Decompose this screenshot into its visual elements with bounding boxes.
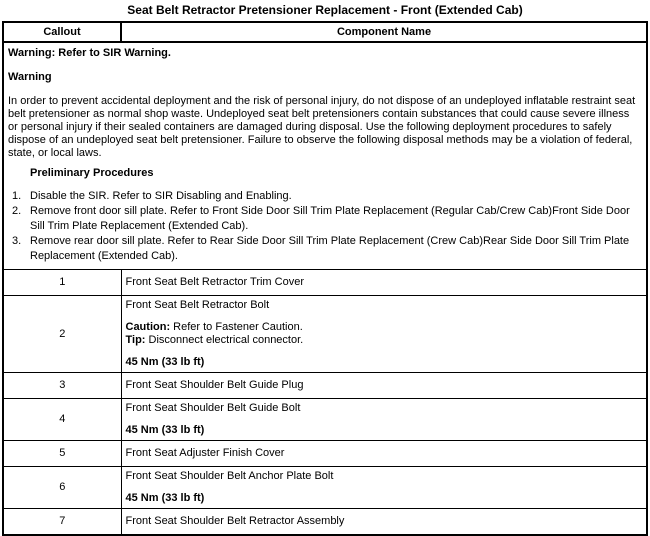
warning-heading: Warning — [8, 71, 52, 83]
component-line: Tip: Disconnect electrical connector. — [125, 334, 304, 346]
component-line: 45 Nm (33 lb ft) — [125, 424, 205, 436]
callout-cell: 2 — [3, 296, 121, 373]
table-row — [3, 296, 647, 373]
callout-cell: 6 — [3, 467, 121, 509]
callout-cell: 4 — [3, 399, 121, 441]
component-cell — [121, 441, 647, 467]
warning-row — [3, 42, 647, 270]
step-number: 3. — [12, 235, 22, 247]
step-text: Remove rear door sill plate. Refer to Rear Side Door Sill Trim Plate Replacement (Crew Cab)Rear Side Door Sill Trim Plate Replacement (Extended Cab). — [30, 235, 630, 262]
warning-paragraph: In order to prevent accidental deployment and the risk of personal injury, do not dispose of an undeployed inflatable restraint seat belt pretensioner as normal shop waste. Undeployed seat belt pretensioners contain substances that could cause severe illness or personal injury if their sealed containers are damaged during disposal. Use the following deployment procedures to safely dispose of an undeployed seat belt pretensioner. Failure to observe the following disposal methods may be a violation of federal, state, or local laws. — [8, 95, 636, 159]
step-number: 1. — [12, 190, 22, 202]
callout-cell: 3 — [3, 373, 121, 399]
callout-cell: 7 — [3, 509, 121, 536]
component-line-spacer — [126, 312, 643, 321]
component-line: 45 Nm (33 lb ft) — [125, 356, 205, 368]
warning-ref-line: Warning: Refer to SIR Warning. — [8, 47, 171, 59]
callout-cell: 5 — [3, 441, 121, 467]
callout-cell: 1 — [3, 270, 121, 296]
table-row — [3, 399, 647, 441]
component-line-spacer — [126, 347, 643, 356]
preliminary-procedures-heading: Preliminary Procedures — [30, 167, 154, 179]
component-line: Front Seat Belt Retractor Trim Cover — [125, 276, 304, 288]
component-line-spacer — [126, 415, 643, 424]
warning-cell — [3, 42, 647, 270]
table-row — [3, 373, 647, 399]
preliminary-step — [12, 189, 642, 204]
table-row — [3, 509, 647, 536]
preliminary-step — [12, 234, 642, 264]
component-line: Front Seat Shoulder Belt Guide Bolt — [125, 402, 301, 414]
component-line: Front Seat Adjuster Finish Cover — [125, 447, 285, 459]
component-cell — [121, 467, 647, 509]
component-table — [2, 21, 648, 536]
step-text: Remove front door sill plate. Refer to Front Side Door Sill Trim Plate Replacement (Regular Cab/Crew Cab)Front Side Door Sill Trim Plate Replacement (Extended Cab). — [30, 205, 630, 232]
component-rows — [3, 42, 647, 535]
component-cell — [121, 373, 647, 399]
component-line: Front Seat Shoulder Belt Anchor Plate Bolt — [125, 470, 334, 482]
page-title: Seat Belt Retractor Pretensioner Replacement - Front (Extended Cab) — [127, 3, 523, 17]
component-cell — [121, 296, 647, 373]
preliminary-procedures-list — [8, 189, 642, 266]
table-header-row — [3, 22, 647, 42]
step-number: 2. — [12, 205, 22, 217]
component-line: Caution: Refer to Fastener Caution. — [125, 321, 303, 333]
table-row — [3, 441, 647, 467]
col-header-component-name: Component Name — [121, 22, 647, 42]
table-row — [3, 467, 647, 509]
component-cell — [121, 270, 647, 296]
component-line: Front Seat Shoulder Belt Guide Plug — [125, 379, 304, 391]
table-row — [3, 270, 647, 296]
col-header-callout: Callout — [3, 22, 121, 42]
component-cell — [121, 509, 647, 536]
component-line: Front Seat Belt Retractor Bolt — [125, 299, 270, 311]
component-line-spacer — [126, 483, 643, 492]
component-line: 45 Nm (33 lb ft) — [125, 492, 205, 504]
preliminary-step — [12, 204, 642, 234]
component-line: Front Seat Shoulder Belt Retractor Assembly — [125, 515, 345, 527]
step-text: Disable the SIR. Refer to SIR Disabling and Enabling. — [30, 190, 292, 202]
component-cell — [121, 399, 647, 441]
